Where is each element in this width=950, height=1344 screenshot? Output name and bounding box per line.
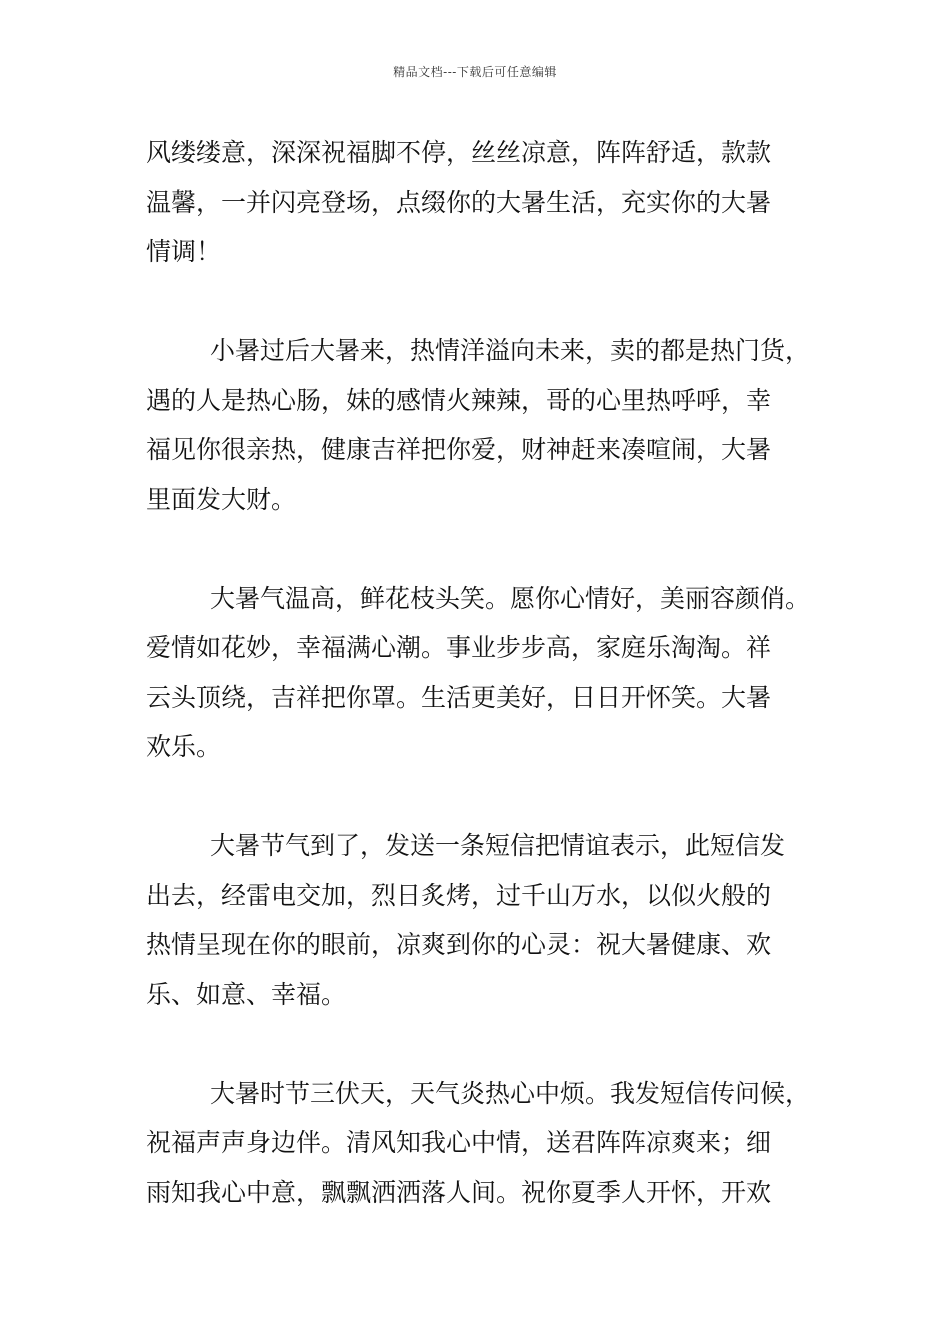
- paragraph-line: 情调！: [146, 237, 222, 266]
- paragraph-line: 热情呈现在你的眼前，凉爽到你的心灵：祝大暑健康、欢: [146, 930, 772, 959]
- paragraph-gap: [146, 772, 836, 822]
- paragraph-gap: [146, 524, 836, 574]
- paragraph-line: 欢乐。: [146, 732, 222, 761]
- paragraph-line: 小暑过后大暑来，热情洋溢向未来，卖的都是热门货，: [210, 336, 811, 365]
- paragraph-line: 温馨，一并闪亮登场，点缀你的大暑生活，充实你的大暑: [146, 187, 772, 217]
- paragraph-line: 爱情如花妙，幸福满心潮。事业步步高，家庭乐淘淘。祥: [146, 633, 772, 662]
- paragraph-line: 大暑气温高，鲜花枝头笑。愿你心情好，美丽容颜俏。: [210, 583, 811, 613]
- paragraph-line: 遇的人是热心肠，妹的感情火辣辣，哥的心里热呼呼，幸: [146, 385, 772, 415]
- page-header: 精品文档---下载后可任意编辑: [393, 65, 557, 79]
- paragraph-line: 福见你很亲热，健康吉祥把你爱，财神赶来凑喧闹，大暑: [146, 435, 772, 464]
- paragraph-4: [146, 821, 836, 1019]
- paragraph-5: [146, 1069, 836, 1218]
- paragraph-line: 祝福声声身边伴。清风知我心中情，送君阵阵凉爽来；细: [146, 1128, 772, 1157]
- paragraph-2: [146, 326, 836, 524]
- paragraph-line: 风缕缕意，深深祝福脚不停，丝丝凉意，阵阵舒适，款款: [146, 138, 772, 167]
- paragraph-gap: [146, 277, 836, 327]
- paragraph-line: 里面发大财。: [146, 484, 297, 514]
- paragraph-line: 出去，经雷电交加，烈日炙烤，过千山万水，以似火般的: [146, 880, 772, 910]
- paragraph-line: 大暑节气到了，发送一条短信把情谊表示，此短信发: [210, 831, 786, 860]
- paragraph-line: 大暑时节三伏天，天气炎热心中烦。我发短信传问候，: [210, 1078, 811, 1108]
- document-body: [146, 128, 836, 1217]
- paragraph-line: 乐、如意、幸福。: [146, 979, 347, 1009]
- paragraph-gap: [146, 1019, 836, 1069]
- paragraph-1: [146, 128, 836, 277]
- paragraph-line: 雨知我心中意，飘飘洒洒落人间。祝你夏季人开怀，开欢: [146, 1177, 772, 1207]
- paragraph-3: [146, 574, 836, 772]
- paragraph-line: 云头顶绕，吉祥把你罩。生活更美好，日日开怀笑。大暑: [146, 682, 772, 712]
